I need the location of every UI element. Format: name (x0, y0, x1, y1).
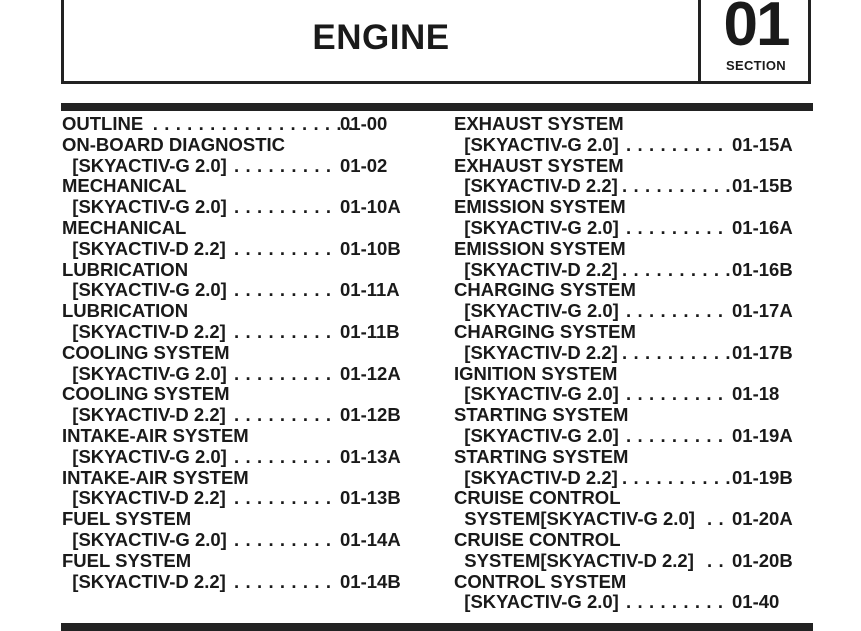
toc-entry-title: [SKYACTIV-D 2.2] (62, 320, 226, 342)
toc-leader-dots: . . . . . . . . . (626, 300, 724, 322)
toc-entry-title: CHARGING SYSTEM (454, 320, 636, 342)
toc-leader-dots: . . . . . . . . . (626, 383, 724, 405)
toc-leader-dots: . . . . . . . . . (234, 445, 332, 467)
toc-leader-dots: . . . . . . . . . (626, 133, 724, 155)
toc-page-number: 01-15A (732, 133, 793, 155)
toc-leader-dots: . . . . . . . . . (234, 528, 332, 550)
toc-leader-dots: . . . . . . . . . . . . . . . . . . (147, 113, 354, 134)
top-rule (61, 103, 813, 111)
toc-page-number: 01-40 (732, 591, 780, 613)
toc-entry-title: [SKYACTIV-G 2.0] (454, 300, 619, 322)
toc-page-number: 01-13B (340, 487, 401, 509)
toc-entry-title: SYSTEM[SKYACTIV-G 2.0] (454, 508, 695, 530)
section-number: 01 (723, 0, 789, 59)
toc-page-number: 01-20B (732, 549, 793, 571)
toc-entry-title: [SKYACTIV-D 2.2] (62, 487, 226, 509)
toc-entry-title: SYSTEM[SKYACTIV-D 2.2] (454, 549, 694, 571)
toc-entry-title: CRUISE CONTROL (454, 487, 621, 509)
toc-leader-dots: . . . . . . . . . (234, 320, 332, 342)
toc-leader-dots: . . . . . . . . . (626, 216, 724, 238)
toc-entry-title: [SKYACTIV-G 2.0] (62, 445, 227, 467)
toc-page-number: 01-13A (340, 445, 401, 467)
toc-page-number: 01-19B (732, 466, 793, 488)
toc-leader-dots: . . . . . . . . . (234, 196, 332, 218)
toc-leader-dots: . . . . . . . . . (234, 154, 332, 176)
toc-page-number: 01-16A (732, 216, 793, 238)
toc-page-number: 01-17B (732, 341, 793, 363)
toc-page-number: 01-02 (340, 154, 388, 176)
toc-entry-title: CRUISE CONTROL (454, 528, 621, 550)
toc-entry-title: [SKYACTIV-G 2.0] (62, 279, 227, 301)
toc-entry-title: [SKYACTIV-D 2.2] (454, 258, 618, 280)
toc-entry-title: [SKYACTIV-G 2.0] (454, 591, 619, 613)
toc-leader-dots: . . . . . . . . . (626, 591, 724, 613)
toc-page-number: 01-16B (732, 258, 793, 280)
toc-entry-title: [SKYACTIV-G 2.0] (62, 154, 227, 176)
toc-leader-dots: . . . . . . . . . (234, 237, 332, 259)
toc-leader-dots: . . . . . . . . . . (622, 258, 732, 280)
toc-entry-title: [SKYACTIV-G 2.0] (454, 133, 619, 155)
toc-page-number: 01-12A (340, 362, 401, 384)
toc-entry-title: [SKYACTIV-G 2.0] (454, 216, 619, 238)
toc-leader-dots: . . . . . . . . . (234, 404, 332, 426)
toc-entry-title: [SKYACTIV-G 2.0] (454, 383, 619, 405)
toc-entry-title: INTAKE-AIR SYSTEM (62, 424, 249, 446)
toc-entry-title: ON-BOARD DIAGNOSTIC (62, 133, 286, 155)
toc-entry-title: MECHANICAL (62, 216, 187, 238)
toc-page-number: 01-00 (340, 113, 388, 134)
toc-leader-dots: . . . . . . . . . . (622, 466, 732, 488)
toc-entry-title: [SKYACTIV-D 2.2] (454, 341, 618, 363)
toc-entry-title: FUEL SYSTEM (62, 549, 192, 571)
toc-entry-title: [SKYACTIV-D 2.2] (454, 466, 618, 488)
toc-entry-title: EMISSION SYSTEM (454, 237, 626, 259)
section-label: SECTION (726, 58, 786, 73)
toc-entry-title: STARTING SYSTEM (454, 445, 629, 467)
toc-page-number: 01-17A (732, 300, 793, 322)
toc-entry-title: COOLING SYSTEM (62, 383, 230, 405)
toc-entry-title: EXHAUST SYSTEM (454, 113, 624, 134)
toc-page-number: 01-10A (340, 196, 401, 218)
toc-leader-dots: . . (707, 508, 725, 530)
toc-entry-title: STARTING SYSTEM (454, 404, 629, 426)
toc-leader-dots: . . . . . . . . . (234, 279, 332, 301)
toc-leader-dots: . . (707, 549, 725, 571)
toc-entry-title: INTAKE-AIR SYSTEM (62, 466, 249, 488)
toc-entry-title: OUTLINE (62, 113, 144, 134)
toc-leader-dots: . . . . . . . . . . (622, 175, 732, 197)
toc-page-number: 01-20A (732, 508, 793, 530)
toc-entry-title: EMISSION SYSTEM (454, 196, 626, 218)
toc-leader-dots: . . . . . . . . . . (622, 341, 732, 363)
toc-page-number: 01-11B (340, 320, 400, 342)
toc-entry-title: CHARGING SYSTEM (454, 279, 636, 301)
toc-page-number: 01-15B (732, 175, 793, 197)
toc-entry-title: [SKYACTIV-D 2.2] (454, 175, 618, 197)
toc-entry-title: EXHAUST SYSTEM (454, 154, 624, 176)
toc-entry-title: [SKYACTIV-G 2.0] (62, 528, 227, 550)
toc-page-number: 01-14A (340, 528, 401, 550)
toc-entry-title: CONTROL SYSTEM (454, 570, 627, 592)
toc-entry-title: [SKYACTIV-D 2.2] (62, 237, 226, 259)
toc-page-number: 01-18 (732, 383, 780, 405)
toc-leader-dots: . . . . . . . . . (234, 570, 332, 592)
toc-entry-title: [SKYACTIV-D 2.2] (62, 570, 226, 592)
toc-page-number: 01-10B (340, 237, 401, 259)
toc-page-number: 01-19A (732, 424, 793, 446)
toc-entry-title: [SKYACTIV-G 2.0] (62, 362, 227, 384)
toc-entry-title: MECHANICAL (62, 175, 187, 197)
toc-entry-title: [SKYACTIV-G 2.0] (62, 196, 227, 218)
toc-page-number: 01-12B (340, 404, 401, 426)
toc-leader-dots: . . . . . . . . . (626, 424, 724, 446)
toc-entry-title: LUBRICATION (62, 300, 189, 322)
page-title: ENGINE (312, 18, 450, 57)
toc-page-number: 01-14B (340, 570, 401, 592)
toc-leader-dots: . . . . . . . . . (234, 362, 332, 384)
toc-entry-title: FUEL SYSTEM (62, 508, 192, 530)
toc-entry-title: COOLING SYSTEM (62, 341, 230, 363)
toc-entry-title: [SKYACTIV-D 2.2] (62, 404, 226, 426)
toc-entry-title: [SKYACTIV-G 2.0] (454, 424, 619, 446)
toc-leader-dots: . . . . . . . . . (234, 487, 332, 509)
section-header (61, 0, 811, 84)
toc-entry-title: IGNITION SYSTEM (454, 362, 618, 384)
toc-entry-title: LUBRICATION (62, 258, 189, 280)
bottom-rule (61, 623, 813, 631)
toc-page-number: 01-11A (340, 279, 400, 301)
